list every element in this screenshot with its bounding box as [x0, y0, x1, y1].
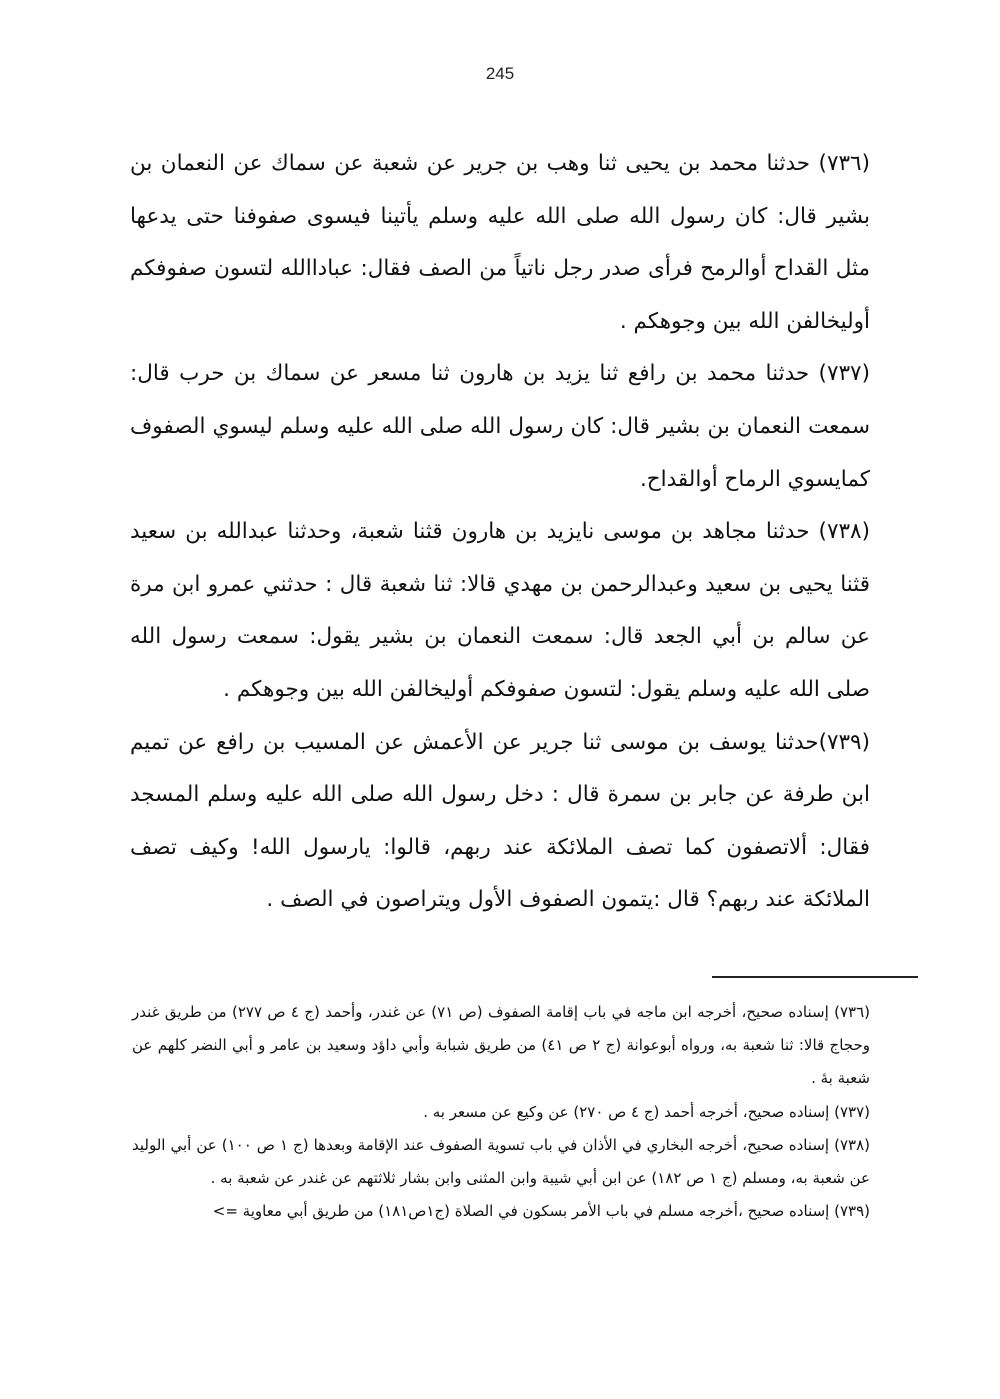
hadith-739: (٧٣٩)حدثنا يوسف بن موسى ثنا جرير عن الأعمش عن المسيب بن رافع عن تميم ابن طرفة عن جابر بن سمرة قال : دخل رسول الله صلى الله عليه وسلم المسجد فقال: ألاتصفون كما تصف الملائكة عند ربهم، قالوا: يارسول الله! وكيف تصف الملائكة عند ربهم؟ قال :يتمون الصفوف الأول ويتراصون في الصف .	[130, 729, 870, 913]
footnote-739: (٧٣٩) إسناده صحيح ،أخرجه مسلم في باب الأمر بسكون في الصلاة (ج١ص١٨١) من طريق أبي معاوية =>	[212, 1202, 870, 1221]
footnotes	[132, 996, 870, 1228]
footnote-736: (٧٣٦) إسناده صحيح، أخرجه ابن ماجه في باب إقامة الصفوف (ص ٧١) عن غندر، وأحمد (ج ٤ ص ٢٧٧) من طريق غندر وحجاج قالا: ثنا شعبة به، ورواه أبوعوانة (ج ٢ ص ٤١) من طريق شبابة وأبي داؤد وسعيد بن عامر و أبي النضر كلهم عن شعبة بهٔ .	[132, 1003, 871, 1088]
hadith-736: (٧٣٦) حدثنا محمد بن يحيى ثنا وهب بن جرير عن شعبة عن سماك عن النعمان بن بشير قال: كان رسول الله صلى الله عليه وسلم يأتينا فيسوى صفوفنا حتى يدعها مثل القداح أوالرمح فرأى صدر رجل ناتياً من الصف فقال: عباداالله لتسون صفوفكم أوليخالفن الله بين وجوهكم .	[130, 151, 870, 334]
hadith-body	[130, 138, 870, 927]
footnote-737: (٧٣٧) إسناده صحيح، أخرجه أحمد (ج ٤ ص ٢٧٠) عن وكيع عن مسعر به .	[423, 1102, 870, 1121]
hadith-737: (٧٣٧) حدثنا محمد بن رافع ثنا يزيد بن هارون ثنا مسعر عن سماك بن حرب قال: سمعت النعمان بن بشير قال: كان رسول الله صلى الله عليه وسلم ليسوي الصفوف كمايسوي الرماح أوالقداح.	[130, 361, 870, 492]
page-number: 245	[485, 64, 515, 83]
footnote-divider	[712, 976, 918, 978]
footnote-738: (٧٣٨) إسناده صحيح، أخرجه البخاري في الأذان في باب تسوية الصفوف عند الإقامة وبعدها (ج ١ ص ١٠٠) عن أبي الوليد عن شعبة به، ومسلم (ج ١ ص ١٨٢) عن ابن أبي شيبة وابن المثنى وابن بشار ثلاثتهم عن غندر عن شعبة به .	[132, 1135, 870, 1188]
hadith-738: (٧٣٨) حدثنا مجاهد بن موسى نايزيد بن هارون قثنا شعبة، وحدثنا عبدالله بن سعيد قثنا يحيى بن سعيد وعبدالرحمن بن مهدي قالا: ثنا شعبة قال : حدثني عمرو ابن مرة عن سالم بن أبي الجعد قال: سمعت النعمان بن بشير يقول: سمعت رسول الله صلى الله عليه وسلم يقول: لتسون صفوفكم أوليخالفن الله بين وجوهكم .	[130, 519, 870, 702]
